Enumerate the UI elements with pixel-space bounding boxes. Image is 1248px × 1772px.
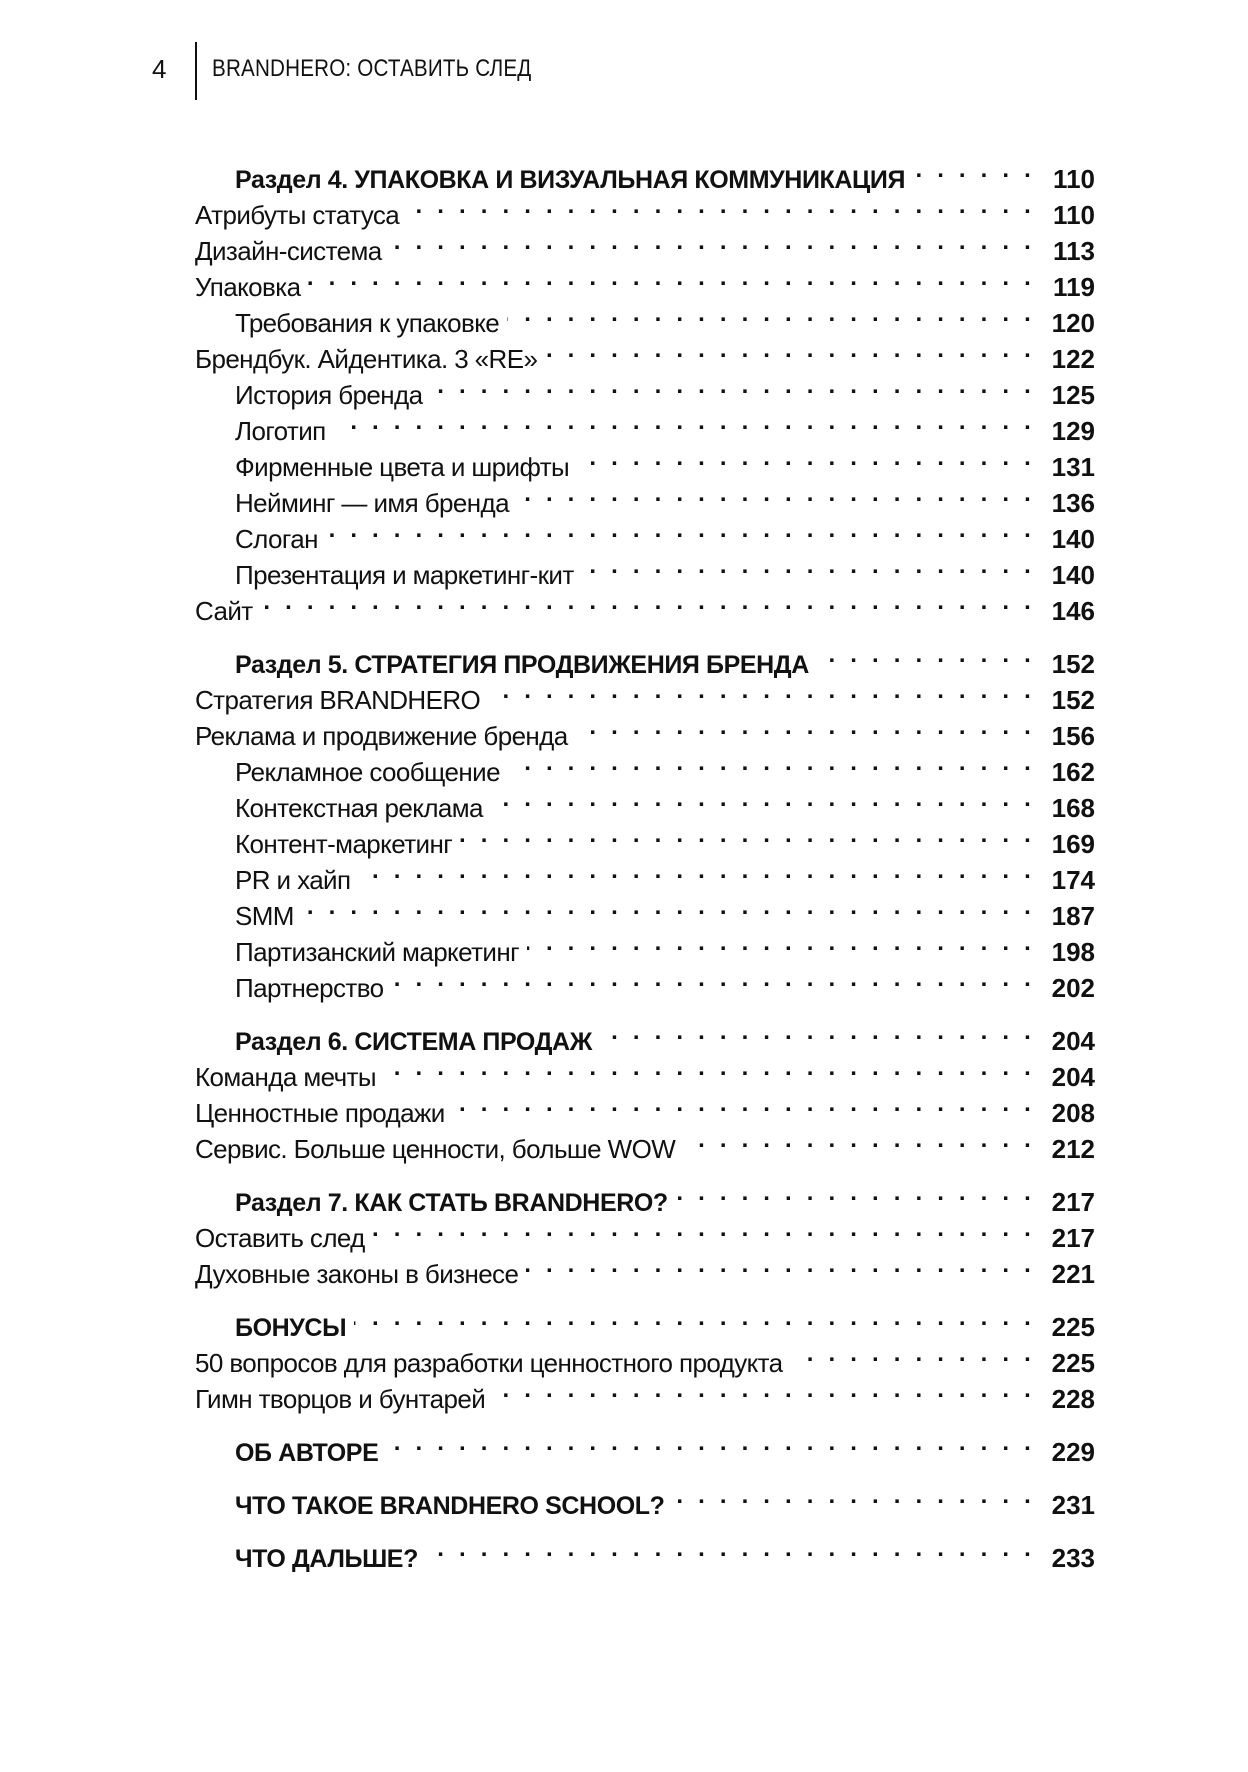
- toc-entry-title: Оставить след: [195, 1223, 365, 1253]
- toc-entry-title: Нейминг — имя бренда: [235, 488, 509, 518]
- toc-page-number: 125: [1051, 380, 1095, 410]
- dot-leader: [791, 1336, 1035, 1372]
- dot-leader: [261, 584, 1035, 620]
- dot-leader: [508, 745, 1035, 781]
- toc-section-bonuses[interactable]: [195, 1300, 1095, 1342]
- dot-leader: [576, 709, 1035, 745]
- toc-page-number: 231: [1051, 1490, 1095, 1520]
- toc-page-number: 119: [1053, 272, 1095, 302]
- toc-entry-title: Атрибуты статуса: [195, 200, 400, 230]
- toc-page-number: 140: [1051, 524, 1095, 554]
- toc-page-number: 187: [1051, 901, 1095, 931]
- toc-section-what-next[interactable]: [195, 1531, 1095, 1573]
- dot-leader: [491, 781, 1035, 817]
- toc-section-7[interactable]: [195, 1175, 1095, 1217]
- toc-entry-title: 50 вопросов для разработки ценностного продукта: [195, 1348, 783, 1378]
- toc-section-title: ОБ АВТОРЕ: [235, 1439, 379, 1467]
- toc-entry-title: Логотип: [235, 416, 326, 446]
- toc-entry-title: Требования к упаковке: [235, 308, 500, 338]
- dot-leader: [308, 260, 1035, 296]
- toc-page-number: 110: [1053, 164, 1095, 194]
- toc-page-number: 208: [1051, 1098, 1095, 1128]
- toc-subentry[interactable]: [195, 548, 1095, 590]
- toc-entry-title: Дизайн-система: [195, 236, 382, 266]
- toc-entry-title: Партнерство: [235, 973, 384, 1003]
- toc-page-number: 152: [1051, 685, 1095, 715]
- toc-page-number: 217: [1051, 1187, 1095, 1217]
- dot-leader: [384, 1050, 1035, 1086]
- toc-page-number: 169: [1051, 829, 1095, 859]
- toc-entry-title: Ценностные продажи: [195, 1098, 445, 1128]
- toc-section-title: Раздел 4. УПАКОВКА И ВИЗУАЛЬНАЯ КОММУНИКАЦИЯ: [235, 166, 906, 194]
- toc-entry[interactable]: [195, 260, 1095, 302]
- toc-entry-title: Контент-маркетинг: [235, 829, 453, 859]
- toc-section-4[interactable]: [195, 152, 1095, 194]
- toc-section-title: ЧТО ДАЛЬШЕ?: [235, 1545, 418, 1573]
- toc-entry-title: Контекстная реклама: [235, 793, 483, 823]
- toc-section-brandhero-school[interactable]: [195, 1478, 1095, 1520]
- toc-entry-title: Гимн творцов и бунтарей: [195, 1384, 486, 1414]
- toc-page-number: 198: [1051, 937, 1095, 967]
- toc-section-title: Раздел 5. СТРАТЕГИЯ ПРОДВИЖЕНИЯ БРЕНДА: [235, 651, 809, 679]
- toc-entry-title: Брендбук. Айдентика. 3 «RE»: [195, 344, 538, 374]
- toc-subentry[interactable]: [195, 925, 1095, 967]
- toc-page-number: 131: [1051, 452, 1095, 482]
- toc-page-number: 212: [1051, 1134, 1095, 1164]
- toc-entry-title: Партизанский маркетинг: [235, 937, 519, 967]
- dot-leader: [453, 1086, 1035, 1122]
- toc-section-title: ЧТО ТАКОЕ BRANDHERO SCHOOL?: [235, 1492, 665, 1520]
- toc-section-title: Раздел 6. СИСТЕМА ПРОДАЖ: [235, 1028, 592, 1056]
- toc-page-number: 225: [1051, 1348, 1095, 1378]
- toc-entry-title: Сервис. Больше ценности, больше WOW: [195, 1134, 676, 1164]
- toc-page-number: 233: [1051, 1543, 1095, 1573]
- dot-leader: [392, 961, 1035, 997]
- toc-page-number: 217: [1051, 1223, 1095, 1253]
- dot-leader: [493, 1372, 1035, 1408]
- dot-leader: [913, 152, 1035, 188]
- toc-page-number: 156: [1051, 721, 1095, 751]
- dot-leader: [430, 368, 1035, 404]
- dot-leader: [460, 817, 1035, 853]
- toc-entry-title: SMM: [235, 901, 294, 931]
- toc-entry-title: Фирменные цвета и шрифты: [235, 452, 570, 482]
- toc-page-number: 168: [1051, 793, 1095, 823]
- page-number: 4: [152, 54, 167, 84]
- toc-section-6[interactable]: [195, 1014, 1095, 1056]
- toc-entry-title: Сайт: [195, 596, 253, 626]
- toc-entry-title: Рекламное сообщение: [235, 757, 500, 787]
- toc-page-number: 225: [1051, 1312, 1095, 1342]
- toc-entry-title: История бренда: [235, 380, 423, 410]
- dot-leader: [526, 1247, 1035, 1283]
- toc-entry-title: Духовные законы в бизнесе: [195, 1259, 519, 1289]
- running-title: BRANDHERO: ОСТАВИТЬ СЛЕД: [212, 55, 532, 82]
- toc-entry-title: Реклама и продвижение бренда: [195, 721, 568, 751]
- toc-page-number: 174: [1051, 865, 1095, 895]
- toc-section-title: Раздел 7. КАК СТАТЬ BRANDHERO?: [235, 1189, 668, 1217]
- dot-leader: [386, 1425, 1035, 1461]
- toc-subentry[interactable]: [195, 512, 1095, 554]
- header-divider: [195, 42, 197, 100]
- dot-leader: [676, 1175, 1035, 1211]
- toc-page-number: 204: [1051, 1062, 1095, 1092]
- toc-page-number: 129: [1051, 416, 1095, 446]
- toc-page-number: 221: [1051, 1259, 1095, 1289]
- toc-page-number: 204: [1051, 1026, 1095, 1056]
- toc-page-number: 228: [1051, 1384, 1095, 1414]
- dot-leader: [426, 1531, 1035, 1567]
- toc-page-number: 202: [1051, 973, 1095, 1003]
- dot-leader: [390, 224, 1035, 260]
- dot-leader: [407, 188, 1035, 224]
- dot-leader: [817, 637, 1035, 673]
- dot-leader: [600, 1014, 1035, 1050]
- toc-page-number: 229: [1051, 1437, 1095, 1467]
- toc-page-number: 162: [1051, 757, 1095, 787]
- dot-leader: [545, 332, 1035, 368]
- toc-subentry[interactable]: [195, 889, 1095, 931]
- dot-leader: [507, 296, 1035, 332]
- toc-entry[interactable]: [195, 584, 1095, 626]
- toc-entry-title: Слоган: [235, 524, 318, 554]
- dot-leader: [673, 1478, 1035, 1514]
- toc-section-about-author[interactable]: [195, 1425, 1095, 1467]
- table-of-contents: [195, 152, 1095, 1573]
- toc-entry-title: Презентация и маркетинг-кит: [235, 560, 574, 590]
- toc-section-title: БОНУСЫ: [235, 1314, 347, 1342]
- toc-entry-title: PR и хайп: [235, 865, 351, 895]
- toc-section-5[interactable]: [195, 637, 1095, 679]
- dot-leader: [527, 925, 1035, 961]
- toc-page-number: 152: [1051, 649, 1095, 679]
- page-header: [0, 42, 1248, 102]
- toc-page-number: 113: [1053, 236, 1095, 266]
- toc-page-number: 120: [1051, 308, 1095, 338]
- dot-leader: [488, 673, 1035, 709]
- toc-page-number: 122: [1051, 344, 1095, 374]
- toc-page-number: 140: [1051, 560, 1095, 590]
- toc-subentry[interactable]: [195, 296, 1095, 338]
- dot-leader: [326, 512, 1035, 548]
- dot-leader: [582, 548, 1035, 584]
- toc-entry-title: Упаковка: [195, 272, 301, 302]
- toc-page-number: 146: [1051, 596, 1095, 626]
- dot-leader: [577, 440, 1035, 476]
- dot-leader: [373, 1211, 1035, 1247]
- dot-leader: [358, 853, 1035, 889]
- dot-leader: [334, 404, 1035, 440]
- toc-page-number: 110: [1053, 200, 1095, 230]
- toc-page-number: 136: [1051, 488, 1095, 518]
- toc-entry-title: Команда мечты: [195, 1062, 376, 1092]
- dot-leader: [302, 889, 1035, 925]
- toc-entry-title: Стратегия BRANDHERO: [195, 685, 481, 715]
- dot-leader: [517, 476, 1035, 512]
- toc-subentry[interactable]: [195, 440, 1095, 482]
- dot-leader: [354, 1300, 1035, 1336]
- dot-leader: [683, 1122, 1035, 1158]
